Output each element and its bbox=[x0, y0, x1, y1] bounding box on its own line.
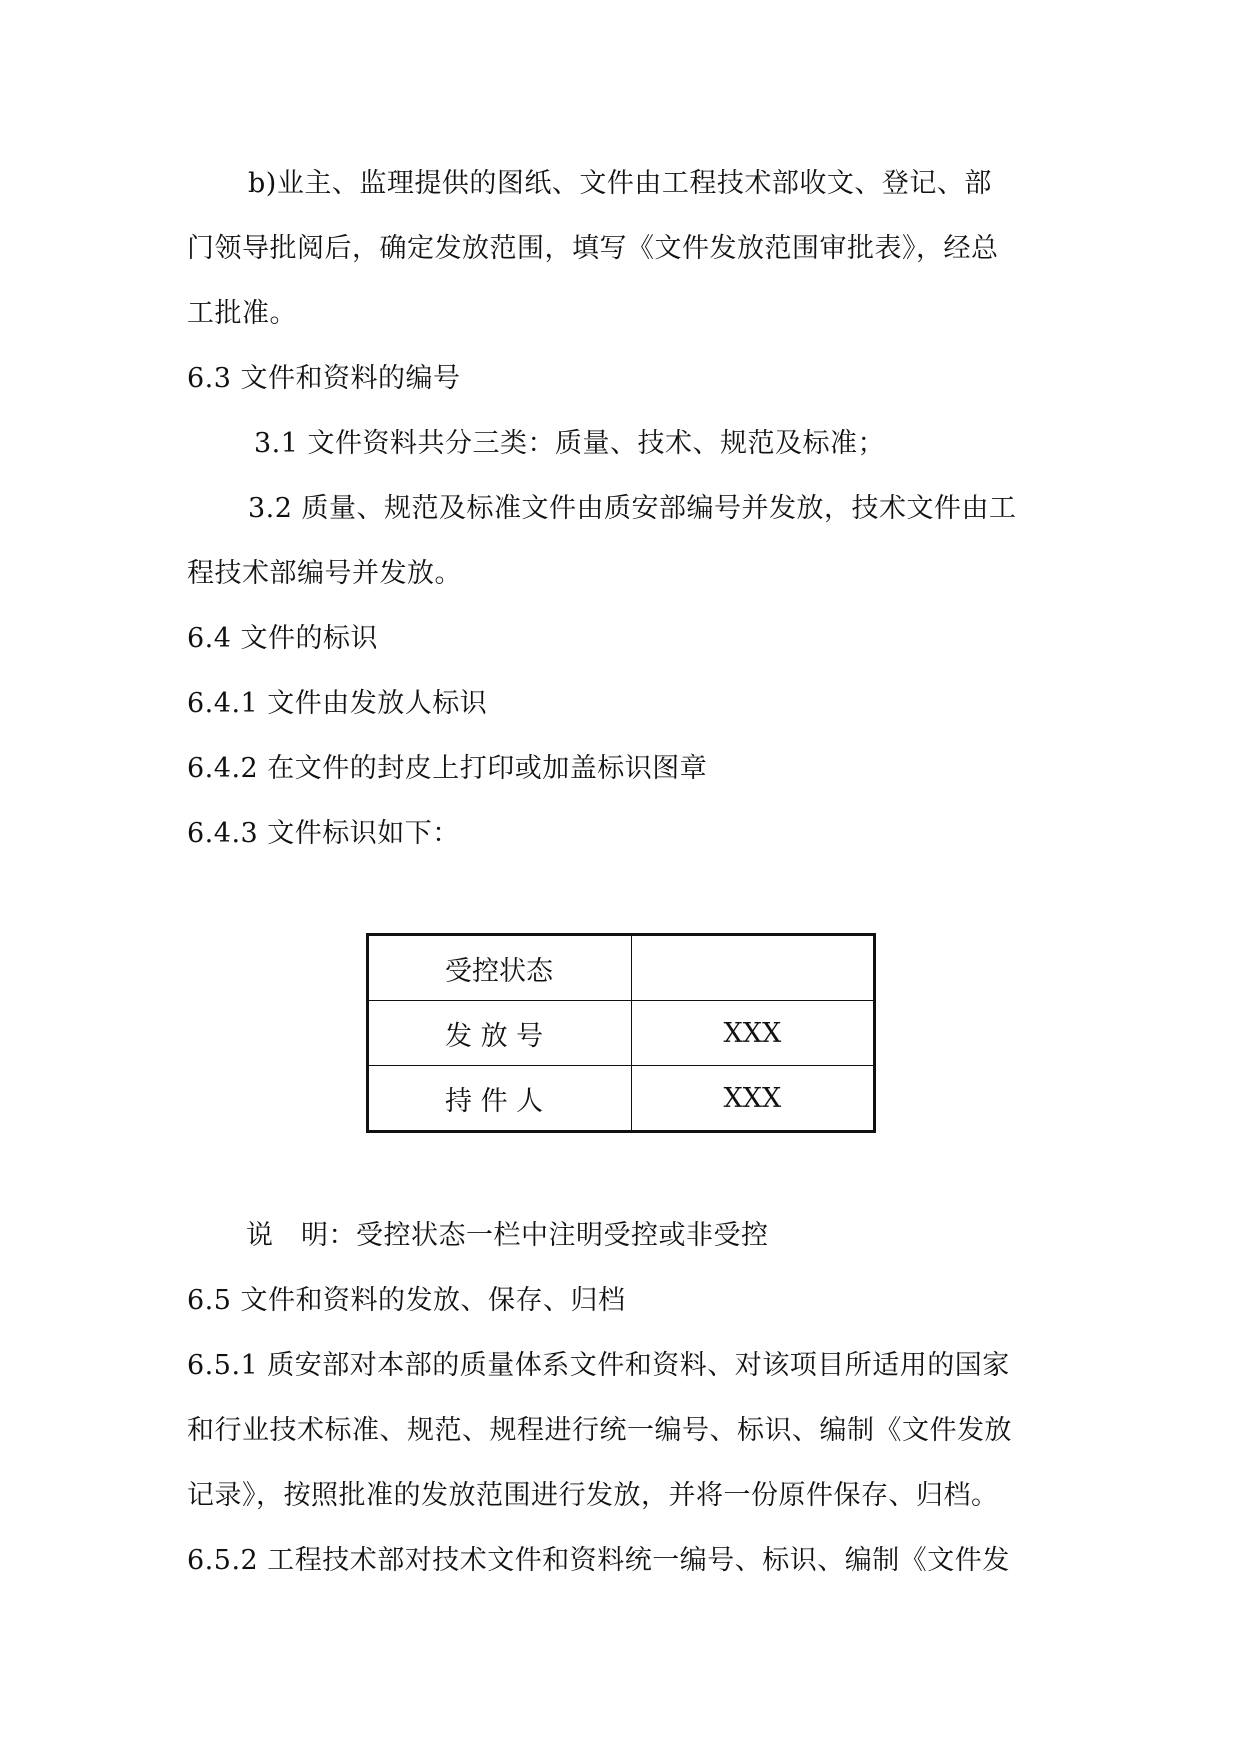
paragraph-line: 3.1 文件资料共分三类：质量、技术、规范及标准； bbox=[254, 428, 886, 459]
paragraph-line: 6.4.1 文件由发放人标识 bbox=[187, 688, 488, 719]
paragraph-line: 门领导批阅后，确定发放范围，填写《文件发放范围审批表》，经总 bbox=[187, 233, 999, 264]
table-row bbox=[368, 1066, 875, 1132]
table-row bbox=[368, 935, 875, 1001]
paragraph-line: 6.5.2 工程技术部对技术文件和资料统一编号、标识、编制《文件发 bbox=[187, 1545, 1010, 1576]
paragraph-line: 记录》，按照批准的发放范围进行发放，并将一份原件保存、归档。 bbox=[187, 1480, 999, 1511]
section-heading: 6.5 文件和资料的发放、保存、归档 bbox=[187, 1285, 626, 1316]
table-cell-value: XXX bbox=[631, 1001, 874, 1066]
paragraph-line: 3.2 质量、规范及标准文件由质安部编号并发放，技术文件由工 bbox=[248, 493, 1017, 524]
table-note: 说 明：受控状态一栏中注明受控或非受控 bbox=[246, 1220, 769, 1251]
table-cell-label: 受控状态 bbox=[368, 935, 632, 1001]
paragraph-line: 和行业技术标准、规范、规程进行统一编号、标识、编制《文件发放 bbox=[187, 1415, 1012, 1446]
paragraph-line: 6.4.2 在文件的封皮上打印或加盖标识图章 bbox=[187, 753, 708, 784]
paragraph-line: 6.4.3 文件标识如下： bbox=[187, 818, 460, 849]
section-heading: 6.4 文件的标识 bbox=[187, 623, 379, 654]
table-cell-label: 持 件 人 bbox=[368, 1066, 632, 1132]
paragraph-line: 6.5.1 质安部对本部的质量体系文件和资料、对该项目所适用的国家 bbox=[187, 1350, 1010, 1381]
section-heading: 6.3 文件和资料的编号 bbox=[187, 363, 461, 394]
paragraph-line: 程技术部编号并发放。 bbox=[187, 558, 462, 589]
table-cell-value: XXX bbox=[631, 1066, 874, 1132]
paragraph-line: b)业主、监理提供的图纸、文件由工程技术部收文、登记、部 bbox=[248, 168, 992, 199]
table-cell-value bbox=[631, 935, 874, 1001]
paragraph-line: 工批准。 bbox=[187, 298, 297, 329]
table-row bbox=[368, 1001, 875, 1066]
table-cell-label: 发 放 号 bbox=[368, 1001, 632, 1066]
document-identification-table bbox=[366, 933, 876, 1133]
